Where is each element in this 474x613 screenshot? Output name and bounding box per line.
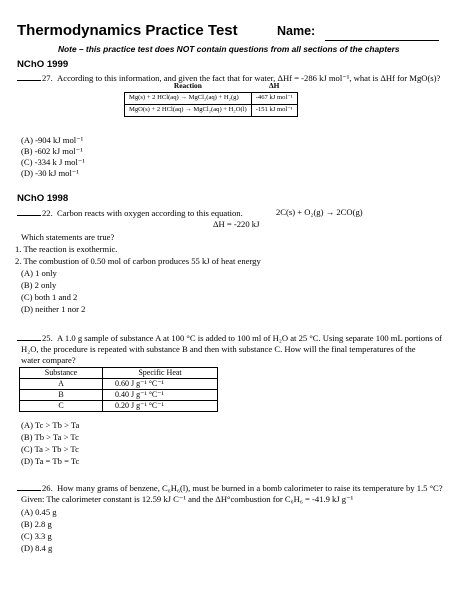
choice-b[interactable]: (B) Tb > Ta > Tc: [21, 432, 79, 442]
table-header: Specific Heat: [103, 368, 218, 379]
question-text: Carbon reacts with oxygen according to this equation.: [57, 208, 243, 218]
answer-blank[interactable]: [17, 482, 41, 491]
choice-a[interactable]: (A) 1 only: [21, 268, 57, 278]
choice-b[interactable]: (B) 2 only: [21, 280, 57, 290]
choice-b[interactable]: (B) 2.8 g: [21, 519, 52, 529]
choice-c[interactable]: (C) -334 k J mol⁻¹: [21, 157, 85, 167]
question-text: Given: The calorimeter constant is 12.59 kJ C⁻¹ and the ΔH°combustion for C₆H₆ = -41.9 kJ g⁻¹: [21, 494, 354, 504]
table-row: [20, 390, 218, 401]
question-text: According to this information, and given the fact that for water, ΔHf = -286 kJ mol⁻¹, what is ΔHf for MgO(s)?: [57, 73, 441, 83]
specific-heat-table: [19, 367, 218, 412]
table-cell: A: [20, 379, 103, 390]
question-text: water compare?: [21, 355, 76, 365]
statement-1: 1. The reaction is exothermic.: [15, 244, 118, 254]
table-row: [125, 104, 298, 116]
section-heading-1998: NChO 1998: [17, 193, 69, 204]
table-cell: B: [20, 390, 103, 401]
question-text: A 1.0 g sample of substance A at 100 °C is added to 100 ml of H₂O at 25 °C. Using separate 100 mL portions of: [57, 333, 443, 343]
question-number: 27.: [42, 73, 53, 83]
table-cell: C: [20, 401, 103, 412]
question-number: 22.: [42, 208, 53, 218]
table-row: [20, 401, 218, 412]
choice-c[interactable]: (C) Ta > Tb > Tc: [21, 444, 79, 454]
answer-blank[interactable]: [17, 207, 41, 216]
table-cell: 0.20 J g⁻¹ °C⁻¹: [103, 401, 218, 412]
page-title: Thermodynamics Practice Test: [17, 22, 238, 39]
answer-blank[interactable]: [17, 72, 41, 81]
statements-prompt: Which statements are true?: [21, 232, 115, 242]
choice-d[interactable]: (D) 8.4 g: [21, 543, 53, 553]
table-cell: MgO(s) + 2 HCl(aq) → MgCl₂(aq) + H₂O(l): [125, 104, 252, 116]
question-22: [17, 207, 243, 218]
note-text: Note – this practice test does NOT contain questions from all sections of the chapters: [58, 44, 400, 54]
choice-d[interactable]: (D) neither 1 nor 2: [21, 304, 86, 314]
name-field[interactable]: [325, 40, 439, 41]
choice-a[interactable]: (A) 0.45 g: [21, 507, 57, 517]
question-text: How many grams of benzene, C₆H₆(l), must be burned in a bomb calorimeter to raise its temperature by 1.5 °C?: [57, 483, 443, 493]
choice-a[interactable]: (A) -904 kJ mol⁻¹: [21, 135, 84, 145]
table-header: Substance: [20, 368, 103, 379]
question-25: [17, 332, 442, 343]
choice-c[interactable]: (C) 3.3 g: [21, 531, 52, 541]
reaction-table: [124, 82, 298, 117]
choice-d[interactable]: (D) -30 kJ mol⁻¹: [21, 168, 79, 178]
section-heading-1999: NChO 1999: [17, 59, 69, 70]
table-cell: 0.60 J g⁻¹ °C⁻¹: [103, 379, 218, 390]
question-number: 26.: [42, 483, 53, 493]
delta-h: ΔH = -220 kJ: [213, 219, 260, 229]
choice-d[interactable]: (D) Ta = Tb = Tc: [21, 456, 80, 466]
table-cell: 0.40 J g⁻¹ °C⁻¹: [103, 390, 218, 401]
choice-a[interactable]: (A) Tc > Tb > Ta: [21, 420, 80, 430]
table-cell: Mg(s) + 2 HCl(aq) → MgCl₂(aq) + H₂(g): [125, 92, 252, 104]
question-number: 25.: [42, 333, 53, 343]
answer-blank[interactable]: [17, 332, 41, 341]
name-label: Name:: [277, 24, 316, 38]
equation: 2C(s) + O₂(g) → 2CO(g): [276, 207, 363, 217]
table-header: ΔH: [268, 81, 280, 90]
question-26: [17, 482, 443, 493]
choice-c[interactable]: (C) both 1 and 2: [21, 292, 78, 302]
table-cell: -151 kJ mol⁻¹: [251, 104, 297, 116]
table-header: Reaction: [173, 81, 202, 90]
table-row: [125, 92, 298, 104]
question-text: H₂O, the procedure is repeated with substance B and then with substance C. How will the final temperatures of the: [21, 344, 416, 354]
table-row: [20, 379, 218, 390]
statement-2: 2. The combustion of 0.50 mol of carbon produces 55 kJ of heat energy: [15, 256, 261, 266]
table-cell: -467 kJ mol⁻¹: [251, 92, 297, 104]
choice-b[interactable]: (B) -602 kJ mol⁻¹: [21, 146, 83, 156]
